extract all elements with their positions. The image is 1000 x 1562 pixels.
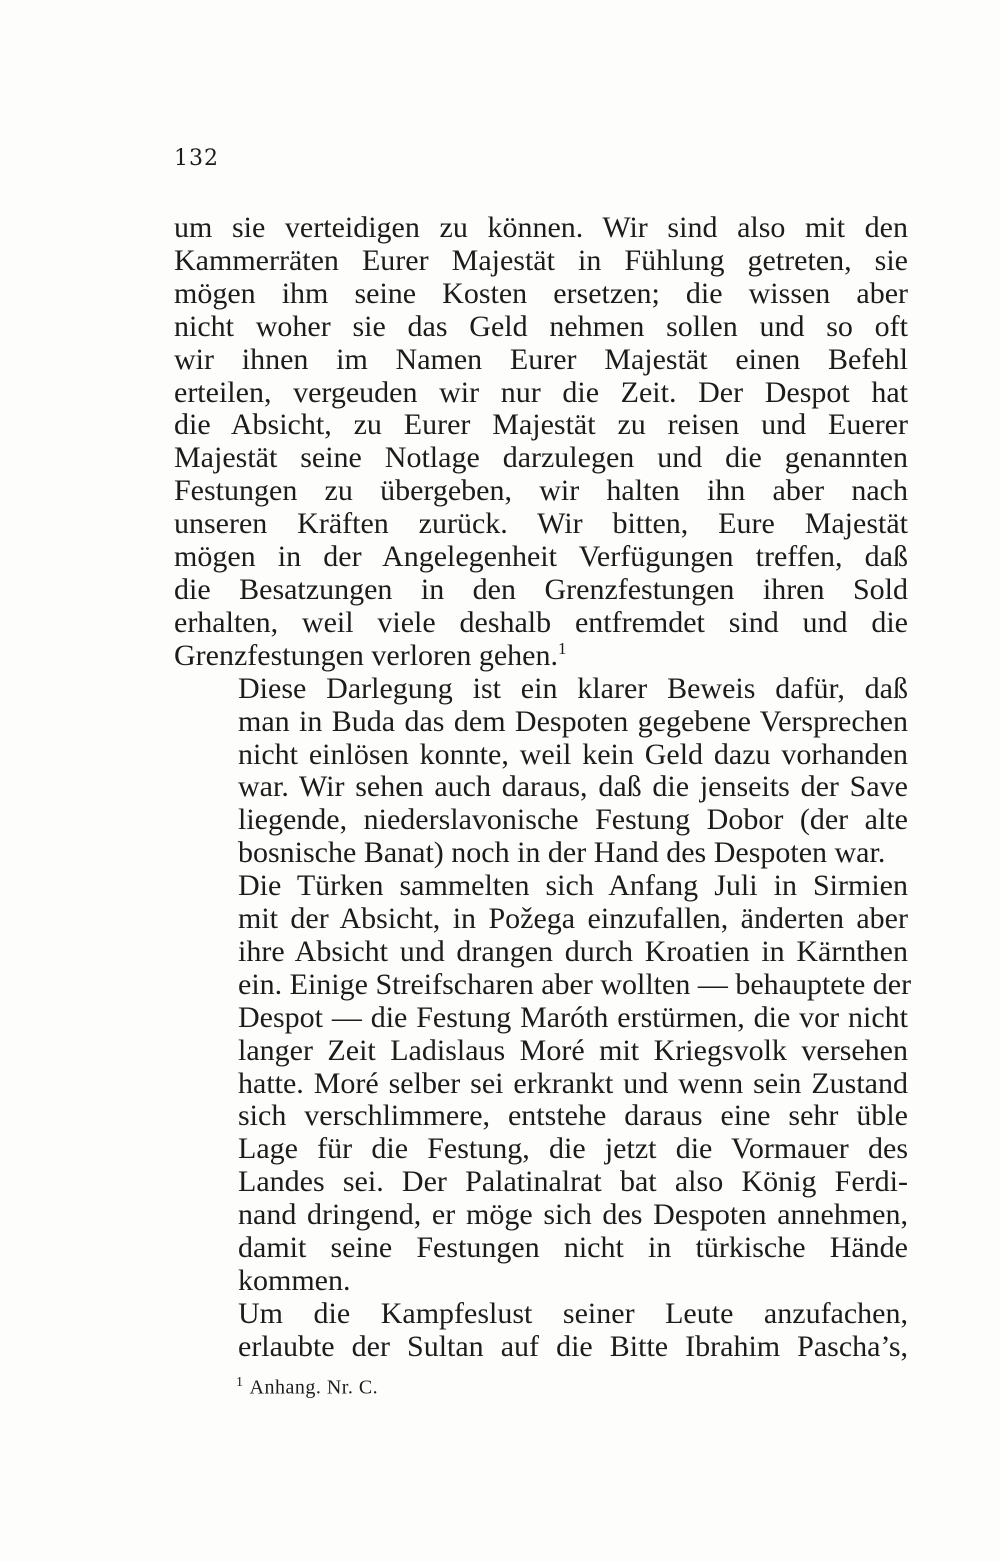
text-line: langer Zeit Ladislaus Moré mit Kriegsvolk versehen xyxy=(238,1033,908,1067)
text-line: nicht woher sie das Geld nehmen sollen und so oft xyxy=(174,309,908,343)
text-line: die Absicht, zu Eurer Majestät zu reisen und Euerer xyxy=(174,408,908,442)
text-line: war. Wir sehen auch daraus, daß die jenseits der Save xyxy=(238,770,908,804)
page-number: 132 xyxy=(174,146,219,171)
text-line: mögen in der Angelegenheit Verfügungen treffen, daß xyxy=(174,540,908,574)
text-line: Diese Darlegung ist ein klarer Beweis dafür, daß xyxy=(238,671,908,705)
text-line: mögen ihm seine Kosten ersetzen; die wissen aber xyxy=(174,276,908,310)
text-line: Die Türken sammelten sich Anfang Juli in Sirmien xyxy=(238,869,908,903)
text-line: erhalten, weil viele deshalb entfremdet sind und die xyxy=(174,605,908,639)
text-line: Despot — die Festung Maróth erstürmen, die vor nicht xyxy=(238,1000,908,1034)
paragraph xyxy=(174,869,912,1298)
text-line: sich verschlimmere, entstehe daraus eine sehr üble xyxy=(238,1099,908,1133)
text-line: kommen. xyxy=(238,1264,351,1297)
text-line: Um die Kampfeslust seiner Leute anzufachen, xyxy=(238,1296,908,1330)
text-line: nicht einlösen konnte, weil kein Geld dazu vorhanden xyxy=(238,737,908,771)
text-line: damit seine Festungen nicht in türkische Hände xyxy=(238,1231,908,1265)
text-line: hatte. Moré selber sei erkrankt und wenn sein Zustand xyxy=(238,1066,908,1100)
paragraph xyxy=(174,212,908,673)
footnote-mark: 1 xyxy=(236,1375,244,1390)
footnote-reference: 1 xyxy=(558,638,567,658)
text-line: Lage für die Festung, die jetzt die Vormauer des xyxy=(238,1132,908,1166)
footnote-text: Anhang. Nr. C. xyxy=(249,1376,379,1399)
paragraph xyxy=(174,673,908,870)
text-line: liegende, niederslavonische Festung Dobor (der alte xyxy=(238,803,908,837)
text-line: Kammerräten Eurer Majestät in Fühlung getreten, sie xyxy=(174,243,908,277)
text-line: die Besatzungen in den Grenzfestungen ihren Sold xyxy=(174,572,908,606)
text-line: Majestät seine Notlage darzulegen und die genannten xyxy=(174,441,908,475)
text-line: Grenzfestungen verloren gehen.$^1$ xyxy=(174,638,567,672)
paragraph xyxy=(174,1298,908,1364)
body-text xyxy=(174,211,912,1364)
text-line: erteilen, vergeuden wir nur die Zeit. Der Despot hat xyxy=(174,375,908,409)
text-line: ihre Absicht und drangen durch Kroatien in Kärnthen xyxy=(238,934,908,968)
text-line: Landes sei. Der Palatinalrat bat also König Ferdi- xyxy=(238,1165,908,1199)
text-line: um sie verteidigen zu können. Wir sind also mit den xyxy=(174,211,908,244)
text-line: ein. Einige Streifscharen aber wollten — behauptete der xyxy=(238,967,912,1001)
text-line: erlaubte der Sultan auf die Bitte Ibrahim Pascha’s, xyxy=(238,1329,908,1363)
text-line: Festungen zu übergeben, wir halten ihn aber nach xyxy=(174,474,908,508)
text-line: wir ihnen im Namen Eurer Majestät einen Befehl xyxy=(174,342,908,376)
text-line: nand dringend, er möge sich des Despoten annehmen, xyxy=(238,1198,908,1232)
text-line: mit der Absicht, in Požega einzufallen, änderten aber xyxy=(238,902,908,936)
text-line: bosnische Banat) noch in der Hand des Despoten war. xyxy=(238,836,886,870)
footnote xyxy=(236,1375,378,1400)
text-line: unseren Kräften zurück. Wir bitten, Eure Majestät xyxy=(174,507,908,541)
text-line: man in Buda das dem Despoten gegebene Versprechen xyxy=(238,704,908,738)
